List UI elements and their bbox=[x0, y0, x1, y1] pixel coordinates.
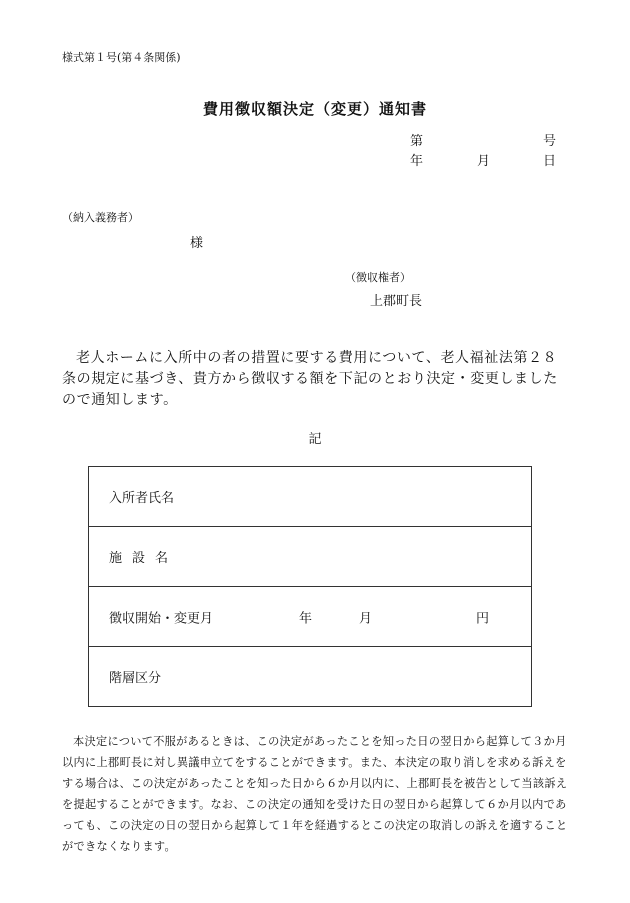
start-year-label: 年 bbox=[299, 611, 313, 626]
ki-heading: 記 bbox=[308, 432, 322, 447]
start-change-month-label: 徴収開始・変更月 bbox=[109, 611, 214, 626]
appeal-notice: 本決定について不服があるときは、この決定があったことを知った日の翌日から起算して３か月以内に上郡町長に対し異議申立てをすることができます。また、本決定の取り消しを求める訴えをする場合は、この決定があったことを知った日から６か月以内に、上郡町長を被告として当該訴えを提起することができます。なお、この決定の通知を受けた日の翌日から起算して６か月以内であっても、この決定の日の翌日から起算して１年を経過するとこの決定の取消しの訴えを適することができなくなります。 bbox=[62, 735, 568, 853]
form-number: 様式第１号(第４条関係) bbox=[62, 51, 181, 64]
collector-name: 上郡町長 bbox=[370, 294, 423, 309]
yen-label: 円 bbox=[476, 611, 490, 626]
resident-name-cell bbox=[89, 467, 532, 527]
tier-label: 階層区分 bbox=[109, 671, 162, 686]
collector-label: （徴収権者） bbox=[345, 271, 411, 284]
document-title: 費用徴収額決定（変更）通知書 bbox=[202, 100, 427, 118]
document-number-suffix: 号 bbox=[543, 134, 557, 149]
resident-name-label: 入所者氏名 bbox=[109, 491, 175, 506]
payer-label: （納入義務者） bbox=[62, 211, 139, 224]
facility-name-cell bbox=[89, 527, 532, 587]
document-number-label: 第 bbox=[410, 134, 424, 149]
table-row bbox=[89, 527, 532, 587]
date-day-label: 日 bbox=[543, 154, 557, 169]
table-row bbox=[89, 587, 532, 647]
start-change-month-cell bbox=[89, 587, 532, 647]
table-row bbox=[89, 647, 532, 707]
date-month-label: 月 bbox=[477, 154, 491, 169]
start-month-label: 月 bbox=[359, 611, 373, 626]
info-table bbox=[88, 466, 532, 707]
tier-cell bbox=[89, 647, 532, 707]
table-row bbox=[89, 467, 532, 527]
body-paragraph: 老人ホームに入所中の者の措置に要する費用について、老人福祉法第２８条の規定に基づき、貴方から徴収する額を下記のとおり決定・変更しましたので通知します。 bbox=[62, 350, 558, 408]
facility-name-label: 施設名 bbox=[109, 551, 179, 566]
payer-honorific: 様 bbox=[190, 236, 204, 251]
date-year-label: 年 bbox=[410, 154, 424, 169]
